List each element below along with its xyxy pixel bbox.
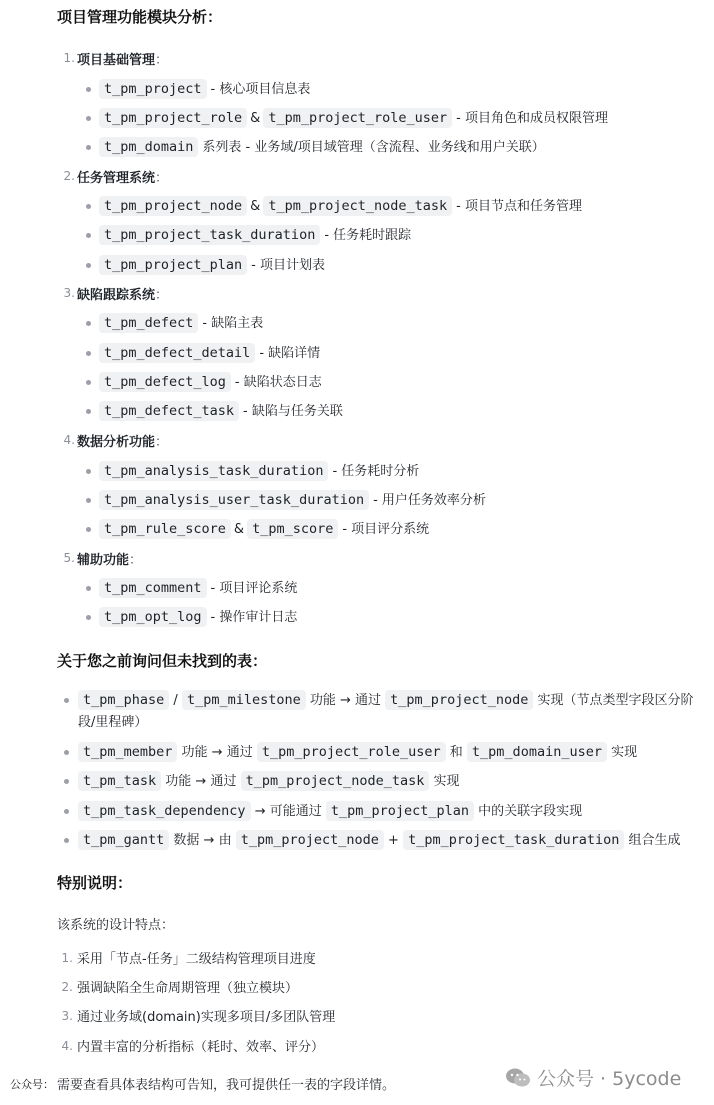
joiner-symbol: & <box>250 111 261 126</box>
table-name-code: t_pm_project_role <box>99 108 247 128</box>
bullet-dot <box>86 615 91 620</box>
item-text: 功能 → 通过 <box>305 693 386 708</box>
wechat-icon <box>505 1067 531 1089</box>
feature-number: 1. <box>61 951 73 965</box>
list-item <box>99 461 419 482</box>
section-title-colon: ： <box>155 288 169 303</box>
table-name-code: t_pm_defect_detail <box>99 343 255 363</box>
item-description: - 用户任务效率分析 <box>373 493 486 508</box>
item-description: - 任务耗时分析 <box>332 464 420 479</box>
item-description: - 项目节点和任务管理 <box>456 199 582 214</box>
bullet-dot <box>86 87 91 92</box>
item-description: - 缺陷主表 <box>202 316 264 331</box>
table-name-code: t_pm_milestone <box>182 690 306 710</box>
bullet-dot <box>86 409 91 414</box>
item-text: 和 <box>445 745 467 760</box>
section-title-text: 项目基础管理 <box>77 53 156 68</box>
section-title-colon: ： <box>155 171 169 186</box>
list-item <box>99 79 310 100</box>
list-item <box>99 196 582 217</box>
item-text: / <box>169 693 182 708</box>
table-name-code: t_pm_comment <box>99 578 207 598</box>
item-description: - 项目计划表 <box>251 258 325 273</box>
item-text: → 可能通过 <box>250 804 326 819</box>
item-text: 实现 <box>606 745 638 760</box>
list-item <box>99 578 297 599</box>
section-number: 3. <box>63 286 75 300</box>
feature-text: 强调缺陷全生命周期管理（独立模块） <box>77 981 299 996</box>
table-name-code: t_pm_analysis_user_task_duration <box>99 490 369 510</box>
bullet-dot <box>64 750 69 755</box>
table-name-code: t_pm_member <box>78 742 177 762</box>
item-text: 组合生成 <box>624 833 681 848</box>
item-description: - 项目角色和成员权限管理 <box>456 111 608 126</box>
section-title-colon: ： <box>155 435 169 450</box>
list-item <box>78 771 460 792</box>
item-text: 中的关联字段实现 <box>474 804 583 819</box>
bullet-dot <box>86 586 91 591</box>
bullet-dot <box>86 527 91 532</box>
section-title <box>77 49 168 68</box>
item-text: 实现（节点类型字段区分阶 <box>533 693 694 708</box>
table-name-code: t_pm_opt_log <box>99 607 207 627</box>
item-description: - 任务耗时跟踪 <box>324 228 412 243</box>
bullet-dot <box>86 380 91 385</box>
section-title-text: 缺陷跟踪系统 <box>77 288 156 303</box>
table-name-code: t_pm_defect_log <box>99 372 231 392</box>
joiner-symbol: & <box>250 199 261 214</box>
bullet-dot <box>86 233 91 238</box>
watermark <box>505 1064 681 1091</box>
section-title-colon: ： <box>155 53 169 68</box>
watermark-text: 公众号 · 5ycode <box>537 1068 682 1090</box>
table-name-code: t_pm_project <box>99 79 207 99</box>
bullet-dot <box>86 145 91 150</box>
table-name-code: t_pm_analysis_task_duration <box>99 461 328 481</box>
table-name-code: t_pm_rule_score <box>99 519 231 539</box>
item-text: + <box>383 833 404 848</box>
item-description: - 缺陷状态日志 <box>234 375 322 390</box>
section-number: 2. <box>63 169 75 183</box>
table-name-code: t_pm_project_plan <box>326 801 474 821</box>
bullet-dot <box>86 116 91 121</box>
item-description: - 项目评分系统 <box>342 522 430 537</box>
bullet-dot <box>64 809 69 814</box>
bullet-dot <box>86 204 91 209</box>
list-item <box>99 313 263 334</box>
table-name-code: t_pm_gantt <box>78 830 169 850</box>
table-name-code: t_pm_task_dependency <box>78 801 251 821</box>
item-text: 功能 → 通过 <box>161 774 241 789</box>
table-name-code: t_pm_domain <box>99 137 198 157</box>
section-title <box>77 549 142 568</box>
list-item <box>99 401 343 422</box>
table-name-code: t_pm_project_task_duration <box>403 830 624 850</box>
list-item <box>78 690 693 711</box>
table-name-code: t_pm_project_node <box>99 196 247 216</box>
special-notes-heading: 特别说明： <box>57 874 133 892</box>
item-description: - 项目评论系统 <box>210 581 298 596</box>
footer-note: 需要查看具体表结构可告知，我可提供任一表的字段详情。 <box>57 1078 396 1093</box>
table-name-code: t_pm_project_role_user <box>257 742 446 762</box>
section-number: 4. <box>63 433 75 447</box>
table-name-code: t_pm_phase <box>78 690 169 710</box>
item-text: 实现 <box>429 774 460 789</box>
item-text: 数据 → 由 <box>169 833 236 848</box>
section-title <box>77 167 168 186</box>
table-name-code: t_pm_project_node <box>385 690 533 710</box>
item-description: - 操作审计日志 <box>210 610 298 625</box>
list-item <box>99 108 608 129</box>
list-item <box>78 801 582 822</box>
item-text-continued: 段/里程碑） <box>78 715 148 730</box>
section-title-colon: ： <box>129 553 143 568</box>
joiner-symbol: & <box>233 522 245 537</box>
section-number: 1. <box>63 51 75 65</box>
table-name-code: t_pm_project_role_user <box>263 108 452 128</box>
missing-tables-heading: 关于您之前询问但未找到的表： <box>57 652 268 670</box>
table-name-code: t_pm_task <box>78 771 161 791</box>
table-name-code: t_pm_defect_task <box>99 401 239 421</box>
list-item <box>99 255 325 276</box>
table-name-code: t_pm_project_node_task <box>241 771 430 791</box>
table-name-code: t_pm_domain_user <box>467 742 607 762</box>
section-title-text: 数据分析功能 <box>77 435 156 450</box>
feature-number: 4. <box>61 1039 73 1053</box>
feature-text: 通过业务域(domain)实现多项目/多团队管理 <box>77 1010 336 1025</box>
bullet-dot <box>64 779 69 784</box>
list-item <box>99 490 486 511</box>
modules-heading: 项目管理功能模块分析： <box>57 8 223 26</box>
feature-number: 3. <box>61 1009 73 1023</box>
table-name-code: t_pm_score <box>247 519 338 539</box>
item-description: 系列表 - 业务域/项目域管理（含流程、业务线和用户关联） <box>202 140 545 155</box>
bullet-dot <box>86 351 91 356</box>
table-name-code: t_pm_project_plan <box>99 255 247 275</box>
section-title <box>77 284 168 303</box>
feature-number: 2. <box>61 980 73 994</box>
bullet-dot <box>64 838 69 843</box>
item-description: - 缺陷与任务关联 <box>243 404 343 419</box>
bullet-dot <box>86 469 91 474</box>
list-item <box>99 519 429 540</box>
list-item <box>99 607 297 628</box>
section-title-text: 任务管理系统 <box>77 171 156 186</box>
design-intro-text: 该系统的设计特点： <box>57 918 175 933</box>
list-item <box>99 343 320 364</box>
item-text: 功能 → 通过 <box>177 745 257 760</box>
item-description: - 核心项目信息表 <box>210 82 311 97</box>
footer-account-label: 公众号： <box>10 1078 54 1091</box>
bullet-dot <box>86 263 91 268</box>
list-item <box>78 742 637 763</box>
section-title <box>77 431 168 450</box>
list-item <box>99 137 545 158</box>
section-number: 5. <box>63 551 75 565</box>
table-name-code: t_pm_project_task_duration <box>99 225 320 245</box>
list-item <box>78 830 681 851</box>
bullet-dot <box>64 698 69 703</box>
bullet-dot <box>86 321 91 326</box>
feature-text: 采用「节点-任务」二级结构管理项目进度 <box>77 952 316 967</box>
list-item <box>99 225 411 246</box>
table-name-code: t_pm_project_node <box>236 830 384 850</box>
list-item <box>99 372 322 393</box>
bullet-dot <box>86 498 91 503</box>
table-name-code: t_pm_defect <box>99 313 198 333</box>
item-description: - 缺陷详情 <box>259 346 321 361</box>
section-title-text: 辅助功能 <box>77 553 130 568</box>
table-name-code: t_pm_project_node_task <box>263 196 452 216</box>
feature-text: 内置丰富的分析指标（耗时、效率、评分） <box>77 1040 325 1055</box>
